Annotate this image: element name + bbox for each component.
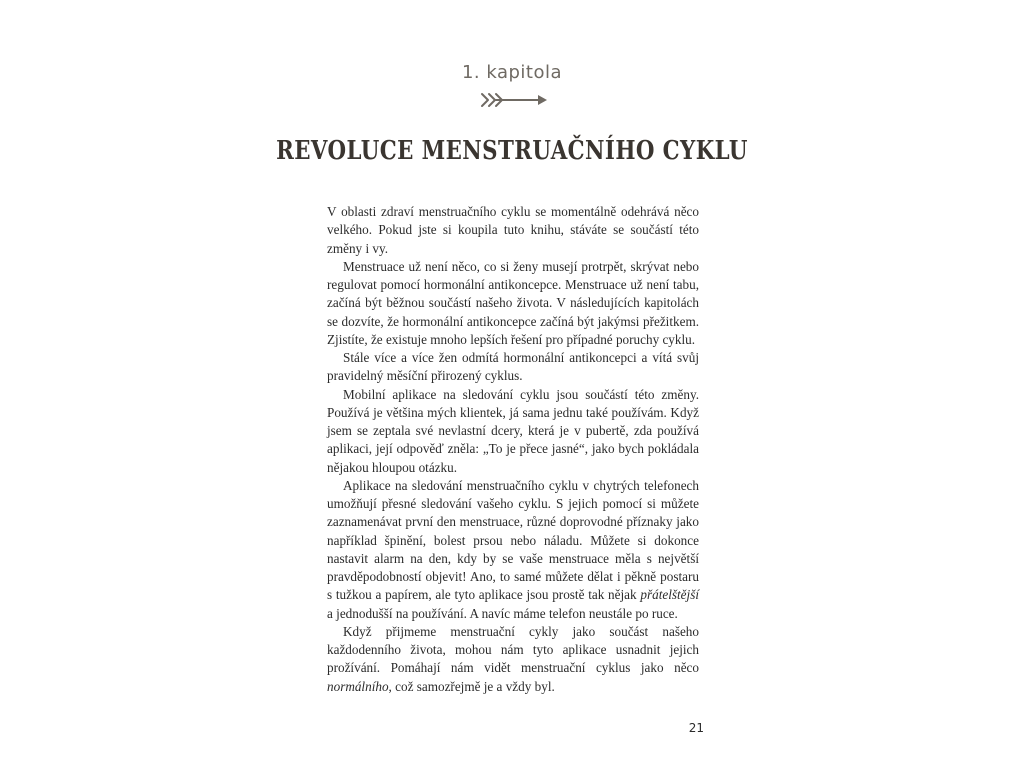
paragraph-text: Aplikace na sledování menstruačního cyklu v chytrých telefonech umožňují přesné sledování vašeho cyklu. S jejich pomocí si můžete zaznamenávat první den menstruace, různé doprovodné příznaky jako například špinění, bolest prsou nebo náladu. Můžete si dokonce nastavit alarm na den, kdy by se vaše menstruace měla s největší pravděpodobností objevit! Ano, to samé můžete dělat i pěkně postaru s tužkou a papírem, ale tyto aplikace jsou prostě tak nějak bbox=[327, 477, 699, 603]
double-chevron-arrow-icon bbox=[480, 92, 548, 108]
emphasized-text: normálního bbox=[327, 678, 389, 694]
paragraph-text: V oblasti zdraví menstruačního cyklu se momentálně odehrává něco velkého. Pokud jste si koupila tuto knihu, stáváte se součástí této změny i vy. bbox=[327, 204, 699, 256]
paragraph bbox=[327, 623, 699, 696]
chapter-label: 1. kapitola bbox=[461, 62, 563, 83]
paragraph-text: Když přijmeme menstruační cykly jako součást našeho každodenního života, mohou nám tyto aplikace usnadnit jejich prožívání. Pomáhají nám vidět menstruační cyklus jako něco bbox=[327, 623, 699, 676]
page-number: 21 bbox=[688, 721, 704, 735]
chapter-body-text bbox=[327, 203, 699, 696]
chapter-title: REVOLUCE MENSTRUAČNÍHO CYKLU bbox=[276, 136, 748, 166]
paragraph-text: Mobilní aplikace na sledování cyklu jsou součástí této změny. Používá je většina mých klientek, já sama jednu také používám. Když jsem se zeptala své nevlastní dcery, která je v pubertě, zda používá aplikaci, její odpověď zněla: „To je přece jasné“, jako bych pokládala nějakou hloupou otázku. bbox=[327, 386, 699, 475]
paragraph bbox=[327, 258, 699, 349]
paragraph bbox=[327, 386, 699, 477]
emphasized-text: přátelštější bbox=[640, 587, 699, 603]
paragraph bbox=[327, 203, 699, 258]
paragraph-text: Menstruace už není něco, co si ženy musejí protrpět, skrývat nebo regulovat pomocí hormonální antikoncepce. Menstruace už není tabu, začíná být běžnou součástí našeho života. V následujících kapitolách se dozvíte, že hormonální antikoncepce začíná být jakýmsi přežitkem. Zjistíte, že existuje mnoho lepších řešení pro případné poruchy cyklu. bbox=[327, 258, 699, 347]
paragraph-text: , což samozřejmě je a vždy byl. bbox=[388, 678, 555, 694]
paragraph-text: Stále více a více žen odmítá hormonální antikoncepci a vítá svůj pravidelný měsíční přirozený cyklus. bbox=[327, 350, 699, 384]
paragraph bbox=[327, 349, 699, 386]
paragraph bbox=[327, 477, 699, 623]
paragraph-text: a jednodušší na používání. A navíc máme telefon neustále po ruce. bbox=[327, 605, 678, 621]
